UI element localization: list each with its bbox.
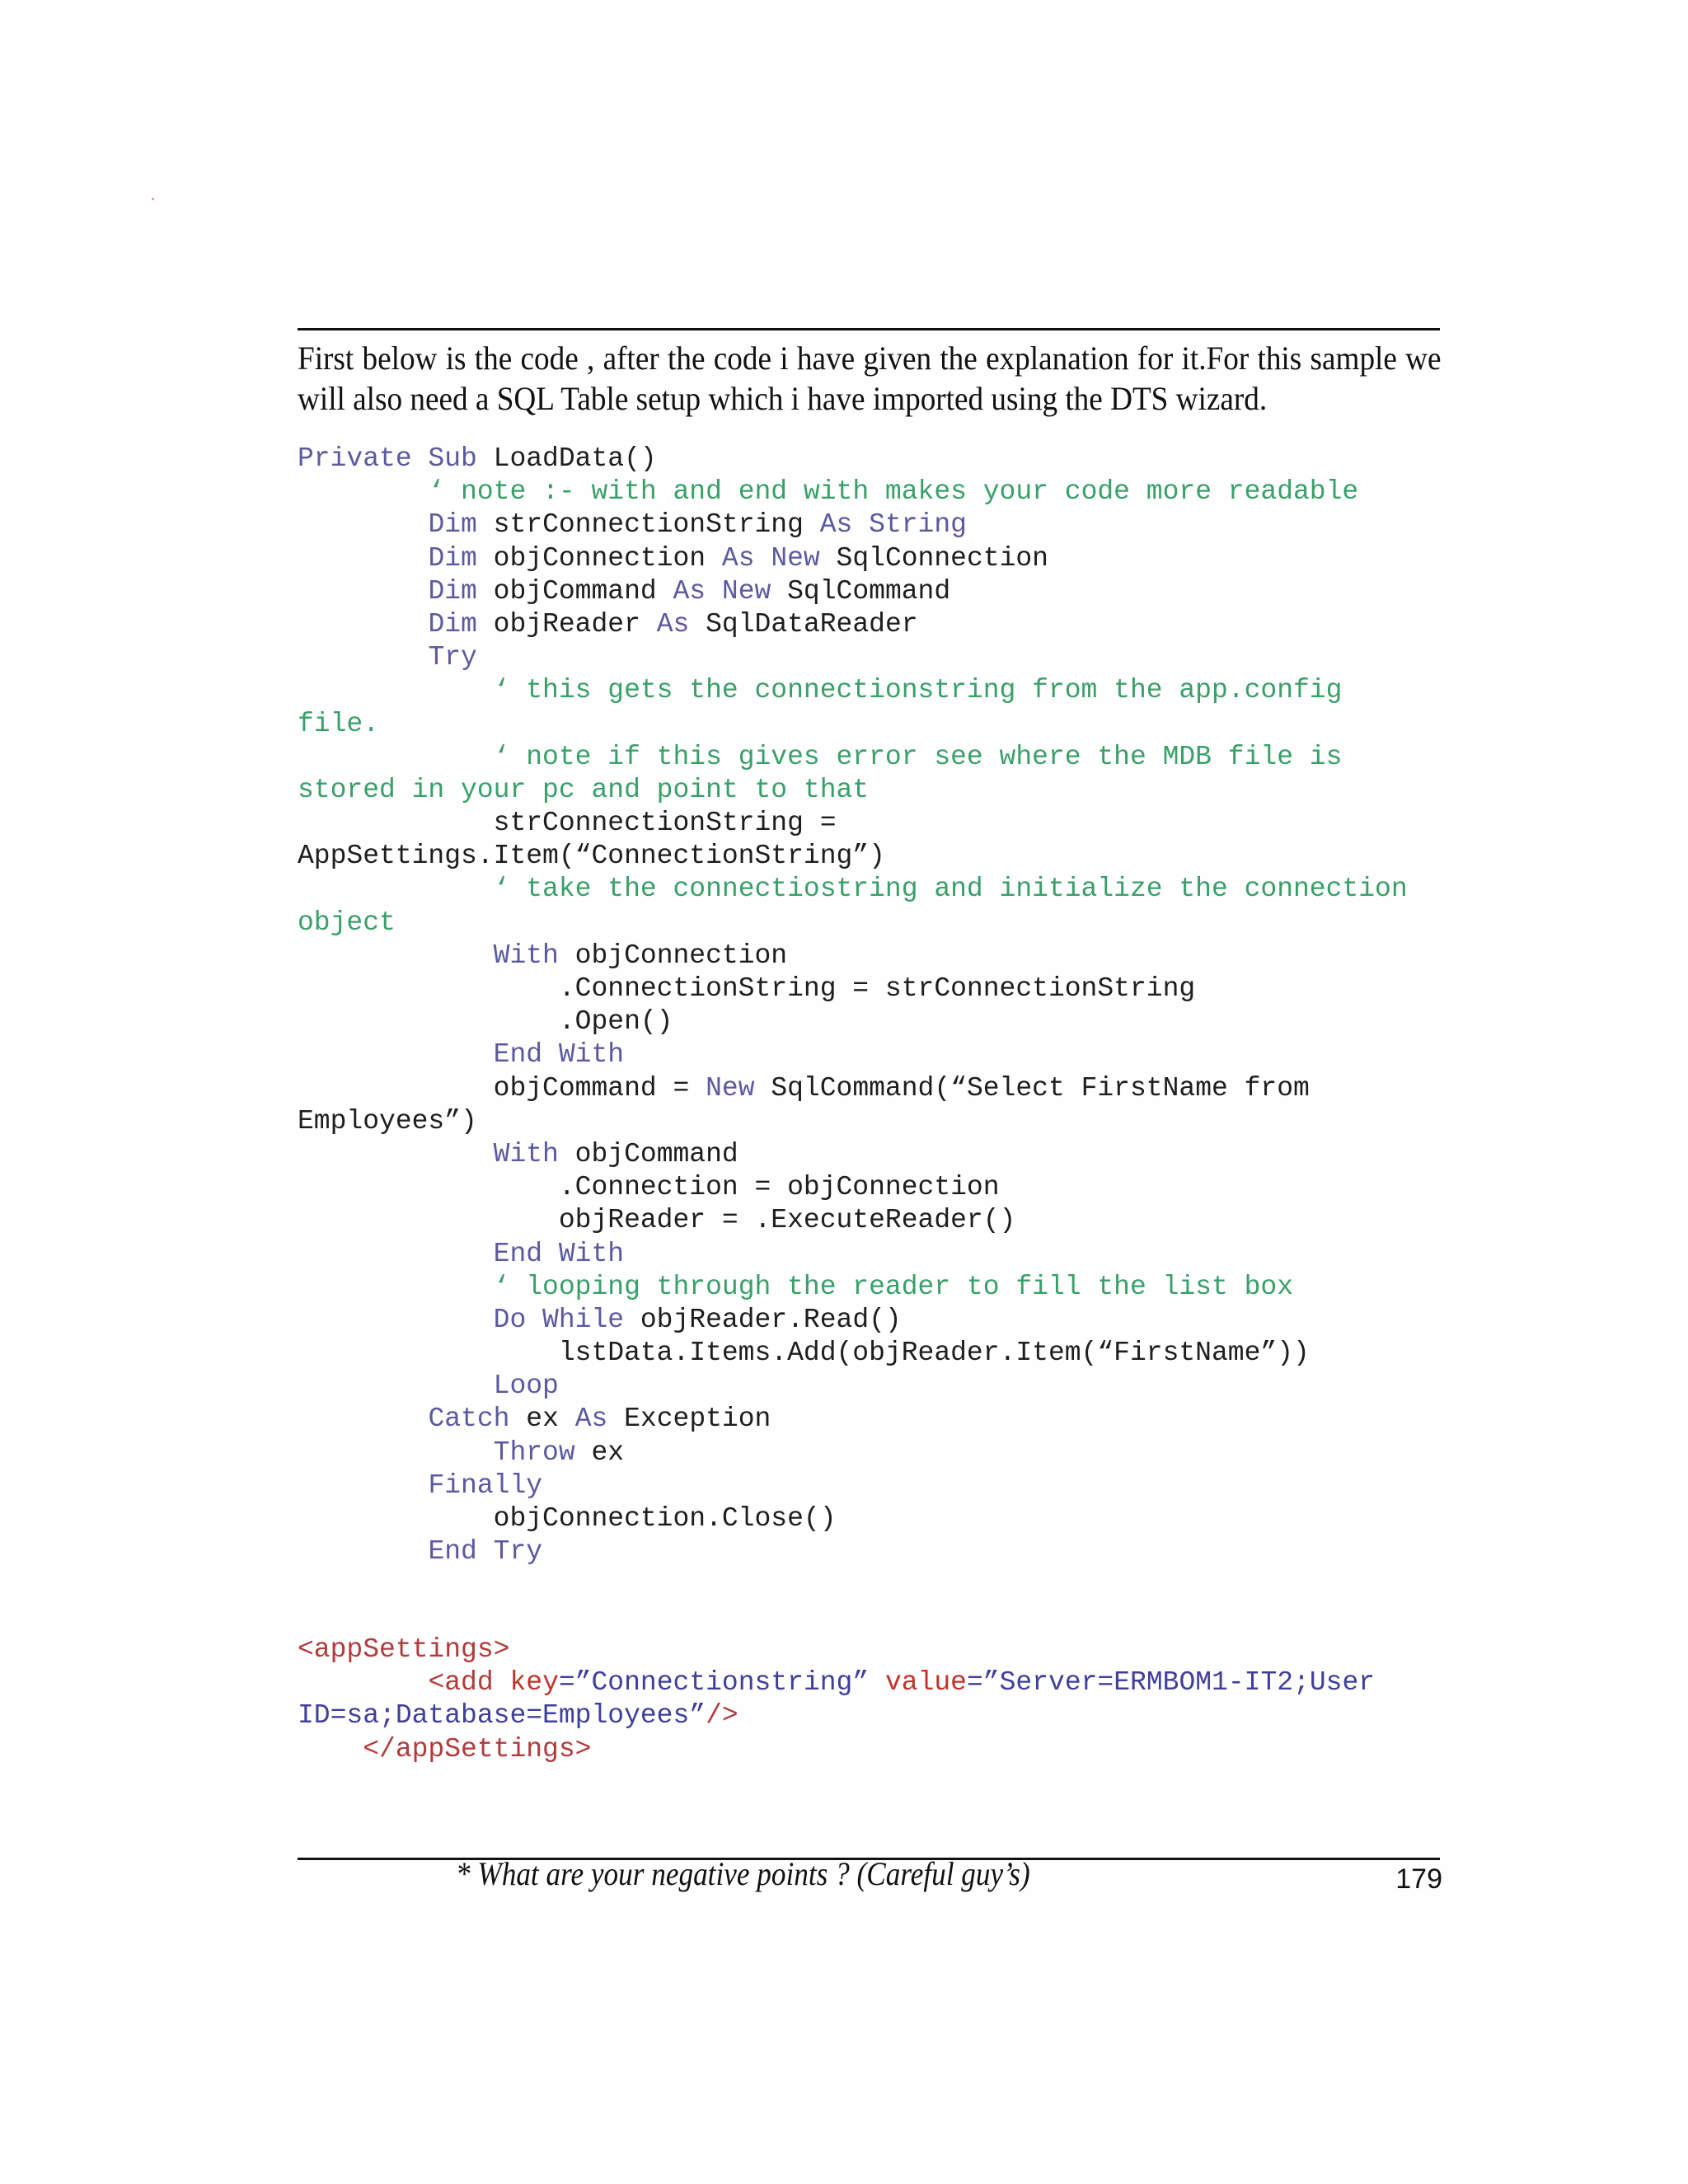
code-line: Catch ex As Exception: [428, 1404, 771, 1435]
xml-line: ID=sa;Database=Employees”/>: [298, 1700, 738, 1732]
code-line: ‘ looping through the reader to fill the list box: [493, 1271, 1293, 1302]
code-line: Dim objReader As SqlDataReader: [428, 608, 918, 640]
xml-config-block: [298, 1633, 1375, 1766]
code-line: ‘ this gets the connectionstring from the app.config: [493, 675, 1343, 706]
xml-line: <appSettings>: [298, 1634, 510, 1665]
page-number: 179: [1395, 1863, 1442, 1895]
code-line: Dim strConnectionString As String: [428, 509, 967, 541]
code-line: Do While objReader.Read(): [493, 1304, 902, 1335]
code-line: .Connection = objConnection: [298, 1172, 1000, 1203]
code-line: Throw ex: [493, 1436, 625, 1468]
code-line: With objCommand: [493, 1138, 738, 1169]
code-line: End Try: [428, 1536, 543, 1568]
code-line: .ConnectionString = strConnectionString: [298, 973, 1196, 1004]
code-line: ‘ note if this gives error see where the MDB file is: [493, 741, 1343, 772]
code-line: Try: [428, 642, 477, 673]
scan-speck: [152, 198, 154, 200]
code-line: .Open(): [298, 1006, 673, 1038]
code-line: Employees”): [298, 1105, 477, 1137]
code-line: stored in your pc and point to that: [298, 774, 870, 805]
code-line: End With: [493, 1039, 625, 1071]
code-line: objConnection.Close(): [298, 1503, 837, 1534]
code-line: ‘ take the connectiostring and initialize the connection: [493, 874, 1408, 905]
code-line: Loop: [493, 1371, 559, 1402]
code-line: strConnectionString =: [298, 808, 837, 839]
code-line: Dim objCommand As New SqlCommand: [428, 575, 951, 607]
code-line: file.: [298, 708, 380, 739]
xml-line: <add key=”Connectionstring” value=”Server=ERMBOM1-IT2;User: [428, 1667, 1376, 1699]
code-line: Private Sub LoadData(): [298, 443, 657, 474]
code-line: AppSettings.Item(“ConnectionString”): [298, 841, 885, 872]
header-rule: [298, 328, 1440, 330]
footer-question: * What are your negative points ? (Careful guy’s): [456, 1855, 1030, 1892]
vb-code-block: [298, 443, 1408, 1568]
xml-line: </appSettings>: [363, 1733, 592, 1765]
intro-paragraph: First below is the code , after the code i have given the explanation for it.For this sample we will also need a SQL Table setup which i have imported using the DTS wizard.: [298, 340, 1442, 417]
code-line: End With: [493, 1238, 625, 1269]
code-line: With objConnection: [493, 940, 788, 971]
code-line: object: [298, 907, 396, 938]
code-line: objCommand = New SqlCommand(“Select FirstName from: [298, 1072, 1310, 1104]
code-line: Dim objConnection As New SqlConnection: [428, 542, 1048, 574]
code-line: ‘ note :- with and end with makes your code more readable: [428, 476, 1359, 508]
code-line: objReader = .ExecuteReader(): [298, 1205, 1016, 1236]
code-line: Finally: [428, 1469, 543, 1501]
code-line: lstData.Items.Add(objReader.Item(“FirstName”)): [298, 1338, 1310, 1369]
